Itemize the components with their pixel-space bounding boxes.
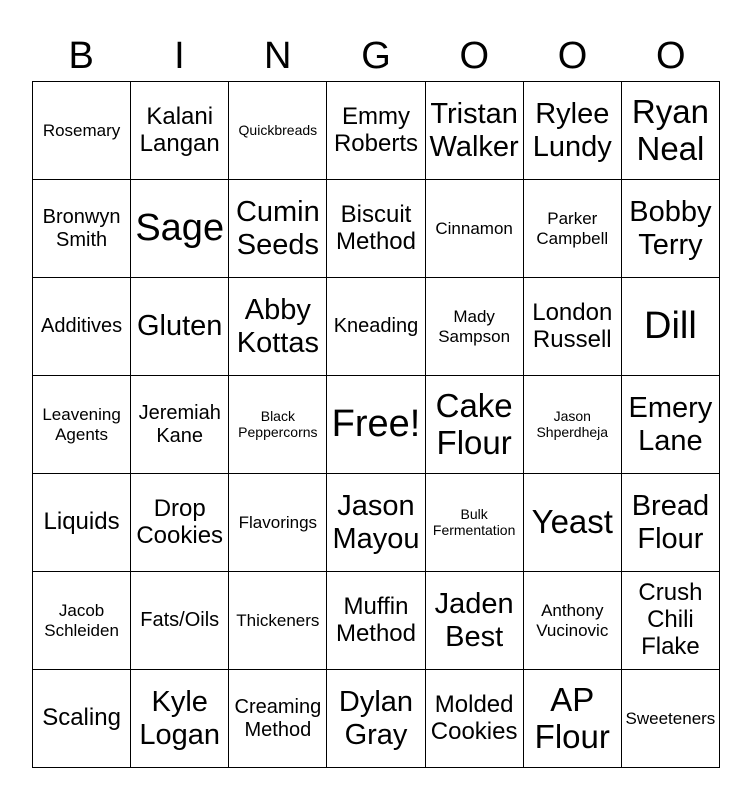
header-letter-o3: O (656, 35, 686, 77)
bingo-cell[interactable]: Cumin Seeds (229, 180, 327, 278)
bingo-cell[interactable]: Dylan Gray (327, 670, 425, 768)
header-letter-o1: O (459, 35, 490, 77)
bingo-cell[interactable]: Flavorings (229, 474, 327, 572)
bingo-cell[interactable]: Thickeners (229, 572, 327, 670)
bingo-cell[interactable]: Fats/Oils (131, 572, 229, 670)
bingo-cell[interactable]: AP Flour (524, 670, 622, 768)
bingo-cell[interactable]: Emmy Roberts (327, 82, 425, 180)
bingo-cell[interactable]: Kneading (327, 278, 425, 376)
bingo-card-grid (32, 81, 720, 768)
bingo-header (32, 30, 720, 82)
bingo-cell[interactable]: Black Peppercorns (229, 376, 327, 474)
bingo-cell[interactable]: Cinnamon (426, 180, 524, 278)
bingo-cell[interactable]: Bobby Terry (622, 180, 720, 278)
bingo-cell[interactable]: Anthony Vucinovic (524, 572, 622, 670)
header-letter-g: G (361, 35, 391, 77)
bingo-cell[interactable]: Biscuit Method (327, 180, 425, 278)
bingo-cell[interactable]: Mady Sampson (426, 278, 524, 376)
bingo-cell[interactable]: Crush Chili Flake (622, 572, 720, 670)
header-letter-i: I (174, 35, 185, 77)
bingo-cell[interactable]: Rosemary (33, 82, 131, 180)
bingo-cell[interactable]: Sage (131, 180, 229, 278)
bingo-cell[interactable]: Yeast (524, 474, 622, 572)
bingo-cell[interactable]: Bulk Fermentation (426, 474, 524, 572)
header-letter-n: N (263, 35, 292, 77)
bingo-cell[interactable]: Liquids (33, 474, 131, 572)
bingo-cell[interactable]: Jeremiah Kane (131, 376, 229, 474)
bingo-cell[interactable]: Kyle Logan (131, 670, 229, 768)
bingo-cell[interactable]: Creaming Method (229, 670, 327, 768)
bingo-cell[interactable]: Leavening Agents (33, 376, 131, 474)
bingo-cell[interactable]: Muffin Method (327, 572, 425, 670)
bingo-cell[interactable]: Rylee Lundy (524, 82, 622, 180)
bingo-cell[interactable]: Bread Flour (622, 474, 720, 572)
bingo-cell[interactable]: Sweeteners (622, 670, 720, 768)
bingo-cell[interactable]: Quickbreads (229, 82, 327, 180)
bingo-cell[interactable]: Kalani Langan (131, 82, 229, 180)
bingo-cell[interactable]: Scaling (33, 670, 131, 768)
bingo-cell-free[interactable]: Free! (327, 376, 425, 474)
bingo-cell[interactable]: Jacob Schleiden (33, 572, 131, 670)
bingo-cell[interactable]: London Russell (524, 278, 622, 376)
bingo-cell[interactable]: Abby Kottas (229, 278, 327, 376)
bingo-cell[interactable]: Jason Mayou (327, 474, 425, 572)
bingo-cell[interactable]: Jaden Best (426, 572, 524, 670)
bingo-cell[interactable]: Jason Shperdheja (524, 376, 622, 474)
bingo-cell[interactable]: Emery Lane (622, 376, 720, 474)
bingo-cell[interactable]: Parker Campbell (524, 180, 622, 278)
bingo-cell[interactable]: Cake Flour (426, 376, 524, 474)
bingo-cell[interactable]: Gluten (131, 278, 229, 376)
bingo-cell[interactable]: Ryan Neal (622, 82, 720, 180)
header-letter-b: B (68, 35, 94, 77)
bingo-cell[interactable]: Tristan Walker (426, 82, 524, 180)
header-letter-o2: O (557, 35, 588, 77)
bingo-cell[interactable]: Drop Cookies (131, 474, 229, 572)
bingo-cell[interactable]: Bronwyn Smith (33, 180, 131, 278)
bingo-cell[interactable]: Dill (622, 278, 720, 376)
bingo-cell[interactable]: Additives (33, 278, 131, 376)
bingo-cell[interactable]: Molded Cookies (426, 670, 524, 768)
